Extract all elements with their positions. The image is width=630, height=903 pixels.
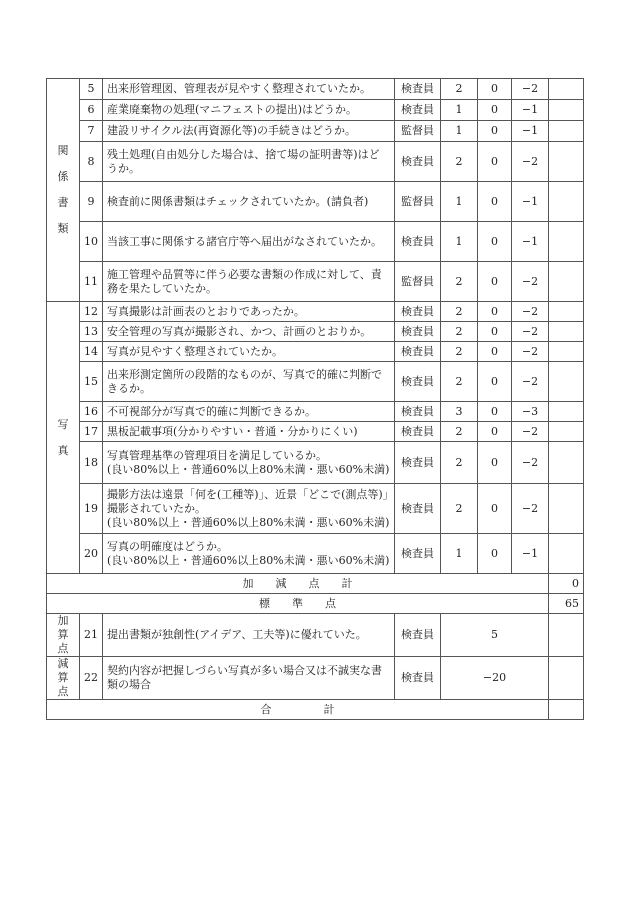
item-number: 14 bbox=[80, 342, 103, 362]
table-row bbox=[47, 100, 584, 121]
item-number: 15 bbox=[80, 362, 103, 402]
score-bad: −1 bbox=[512, 182, 549, 222]
label-char: 点 bbox=[308, 576, 320, 590]
subtotal-value: 0 bbox=[549, 574, 584, 594]
score-entry-cell[interactable] bbox=[549, 182, 584, 222]
score-entry-cell[interactable] bbox=[549, 534, 584, 574]
table-row bbox=[47, 402, 584, 422]
item-description: 写真が見やすく整理されていたか。 bbox=[103, 342, 395, 362]
item-number: 17 bbox=[80, 422, 103, 442]
score-entry-cell[interactable] bbox=[549, 142, 584, 182]
subtotal-label bbox=[47, 574, 549, 594]
item-number: 20 bbox=[80, 534, 103, 574]
score-good: 2 bbox=[441, 262, 478, 302]
item-description: 建設リサイクル法(再資源化等)の手続きはどうか。 bbox=[103, 121, 395, 142]
standard-label bbox=[47, 594, 549, 614]
score-good: 2 bbox=[441, 422, 478, 442]
table-row bbox=[47, 79, 584, 100]
score-good: 1 bbox=[441, 182, 478, 222]
item-description: 写真管理基準の管理項目を満足しているか。 (良い80%以上・普通60%以上80%未満・悪い60%未満) bbox=[103, 442, 395, 484]
table-row bbox=[47, 262, 584, 302]
table-row bbox=[47, 362, 584, 402]
item-number: 21 bbox=[80, 614, 103, 657]
score-bad: −1 bbox=[512, 100, 549, 121]
score-bad: −2 bbox=[512, 322, 549, 342]
item-description: 検査前に関係書類はチェックされていたか。(請負者) bbox=[103, 182, 395, 222]
score-bad: −2 bbox=[512, 342, 549, 362]
score-bad: −2 bbox=[512, 302, 549, 322]
evaluator-role: 検査員 bbox=[395, 442, 441, 484]
score-entry-cell[interactable] bbox=[549, 121, 584, 142]
total-row bbox=[47, 700, 584, 720]
score-normal: 0 bbox=[478, 402, 512, 422]
score-entry-cell[interactable] bbox=[549, 79, 584, 100]
score-good: 1 bbox=[441, 534, 478, 574]
category-char: 書 bbox=[57, 196, 69, 209]
score-good: 2 bbox=[441, 442, 478, 484]
score-good: 2 bbox=[441, 302, 478, 322]
item-description: 写真撮影は計画表のとおりであったか。 bbox=[103, 302, 395, 322]
score-good: 2 bbox=[441, 342, 478, 362]
table-row bbox=[47, 442, 584, 484]
table-row bbox=[47, 322, 584, 342]
label-char: 点 bbox=[325, 596, 336, 610]
item-description: 当該工事に関係する諸官庁等へ届出がなされていたか。 bbox=[103, 222, 395, 262]
category-char: 関 bbox=[57, 144, 69, 157]
table-row bbox=[47, 182, 584, 222]
category-char: 真 bbox=[57, 443, 69, 457]
evaluator-role: 検査員 bbox=[395, 79, 441, 100]
score-normal: 0 bbox=[478, 182, 512, 222]
score-bad: −2 bbox=[512, 442, 549, 484]
item-description: 出来形管理図、管理表が見やすく整理されていたか。 bbox=[103, 79, 395, 100]
category-label bbox=[47, 302, 80, 574]
label-char: 加 bbox=[242, 576, 254, 590]
score-normal: 0 bbox=[478, 222, 512, 262]
score-entry-cell[interactable] bbox=[549, 614, 584, 657]
item-description: 写真の明確度はどうか。 (良い80%以上・普通60%以上80%未満・悪い60%未満) bbox=[103, 534, 395, 574]
label-char: 標 bbox=[259, 596, 270, 610]
table-row bbox=[47, 302, 584, 322]
table-row bbox=[47, 484, 584, 534]
label-char: 準 bbox=[292, 596, 303, 610]
total-label bbox=[47, 700, 549, 720]
category-char: 類 bbox=[57, 222, 69, 235]
table-row bbox=[47, 534, 584, 574]
item-number: 16 bbox=[80, 402, 103, 422]
deduction-row bbox=[47, 657, 584, 700]
item-description: 撮影方法は遠景「何を(工種等)」、近景「どこで(測点等)」撮影されていたか。 (良い80%以上・普通60%以上80%未満・悪い60%未満) bbox=[103, 484, 395, 534]
bonus-category: 加 算 点 bbox=[47, 614, 80, 657]
evaluator-role: 検査員 bbox=[395, 614, 441, 657]
score-entry-cell[interactable] bbox=[549, 100, 584, 121]
score-normal: 0 bbox=[478, 100, 512, 121]
score-good: 1 bbox=[441, 100, 478, 121]
item-number: 7 bbox=[80, 121, 103, 142]
item-number: 19 bbox=[80, 484, 103, 534]
score-entry-cell[interactable] bbox=[549, 362, 584, 402]
score-normal: 0 bbox=[478, 442, 512, 484]
score-bad: −2 bbox=[512, 362, 549, 402]
score-entry-cell[interactable] bbox=[549, 484, 584, 534]
item-description: 契約内容が把握しづらい写真が多い場合又は不誠実な書類の場合 bbox=[103, 657, 395, 700]
standard-row bbox=[47, 594, 584, 614]
evaluator-role: 監督員 bbox=[395, 262, 441, 302]
label-char: 計 bbox=[323, 702, 335, 716]
item-number: 13 bbox=[80, 322, 103, 342]
score-bad: −2 bbox=[512, 79, 549, 100]
score-entry-cell[interactable] bbox=[549, 657, 584, 700]
item-description: 不可視部分が写真で的確に判断できるか。 bbox=[103, 402, 395, 422]
evaluator-role: 検査員 bbox=[395, 302, 441, 322]
table-row bbox=[47, 422, 584, 442]
score-entry-cell[interactable] bbox=[549, 322, 584, 342]
item-number: 11 bbox=[80, 262, 103, 302]
item-number: 9 bbox=[80, 182, 103, 222]
category-char: 係 bbox=[57, 170, 69, 183]
evaluator-role: 検査員 bbox=[395, 342, 441, 362]
item-description: 出来形測定箇所の段階的なものが、写真で的確に判断できるか。 bbox=[103, 362, 395, 402]
score-entry-cell[interactable] bbox=[549, 442, 584, 484]
table-row bbox=[47, 222, 584, 262]
label-char: 合 bbox=[260, 702, 272, 716]
score-bad: −1 bbox=[512, 222, 549, 262]
item-description: 産業廃棄物の処理(マニフェストの提出)はどうか。 bbox=[103, 100, 395, 121]
score-good: 2 bbox=[441, 484, 478, 534]
score-normal: 0 bbox=[478, 142, 512, 182]
item-description: 黒板記載事項(分かりやすい・普通・分かりにくい) bbox=[103, 422, 395, 442]
score-normal: 0 bbox=[478, 79, 512, 100]
score-normal: 0 bbox=[478, 342, 512, 362]
table-row bbox=[47, 142, 584, 182]
item-number: 18 bbox=[80, 442, 103, 484]
score-bad: −2 bbox=[512, 142, 549, 182]
label-char: 計 bbox=[341, 576, 353, 590]
score-good: 3 bbox=[441, 402, 478, 422]
evaluator-role: 検査員 bbox=[395, 142, 441, 182]
score-entry-cell[interactable] bbox=[549, 262, 584, 302]
deduction-category: 減 算 点 bbox=[47, 657, 80, 700]
evaluator-role: 検査員 bbox=[395, 362, 441, 402]
evaluation-table bbox=[46, 78, 584, 720]
evaluator-role: 検査員 bbox=[395, 222, 441, 262]
score-normal: 0 bbox=[478, 302, 512, 322]
bonus-points: 5 bbox=[441, 614, 549, 657]
score-normal: 0 bbox=[478, 422, 512, 442]
evaluator-role: 監督員 bbox=[395, 121, 441, 142]
evaluator-role: 検査員 bbox=[395, 422, 441, 442]
item-number: 5 bbox=[80, 79, 103, 100]
item-description: 残土処理(自由処分した場合は、捨て場の証明書等)はどうか。 bbox=[103, 142, 395, 182]
subtotal-row bbox=[47, 574, 584, 594]
score-entry-cell[interactable] bbox=[549, 342, 584, 362]
evaluator-role: 検査員 bbox=[395, 484, 441, 534]
item-number: 22 bbox=[80, 657, 103, 700]
score-normal: 0 bbox=[478, 534, 512, 574]
item-number: 10 bbox=[80, 222, 103, 262]
deduction-points: −20 bbox=[441, 657, 549, 700]
score-entry-cell[interactable] bbox=[549, 422, 584, 442]
item-description: 提出書類が独創性(アイデア、工夫等)に優れていた。 bbox=[103, 614, 395, 657]
bonus-row bbox=[47, 614, 584, 657]
score-entry-cell[interactable] bbox=[549, 402, 584, 422]
score-good: 2 bbox=[441, 79, 478, 100]
score-bad: −2 bbox=[512, 262, 549, 302]
table-row bbox=[47, 121, 584, 142]
evaluator-role: 検査員 bbox=[395, 534, 441, 574]
evaluator-role: 監督員 bbox=[395, 182, 441, 222]
item-number: 12 bbox=[80, 302, 103, 322]
score-entry-cell[interactable] bbox=[549, 222, 584, 262]
evaluator-role: 検査員 bbox=[395, 100, 441, 121]
category-char: 写 bbox=[57, 417, 69, 431]
score-good: 2 bbox=[441, 142, 478, 182]
score-entry-cell[interactable] bbox=[549, 302, 584, 322]
score-normal: 0 bbox=[478, 121, 512, 142]
standard-value: 65 bbox=[549, 594, 584, 614]
score-bad: −1 bbox=[512, 121, 549, 142]
score-good: 2 bbox=[441, 322, 478, 342]
score-normal: 0 bbox=[478, 262, 512, 302]
evaluator-role: 検査員 bbox=[395, 402, 441, 422]
score-normal: 0 bbox=[478, 362, 512, 402]
table-row bbox=[47, 342, 584, 362]
item-number: 8 bbox=[80, 142, 103, 182]
score-normal: 0 bbox=[478, 322, 512, 342]
score-normal: 0 bbox=[478, 484, 512, 534]
item-description: 施工管理や品質等に伴う必要な書類の作成に対して、責務を果たしていたか。 bbox=[103, 262, 395, 302]
total-value-cell[interactable] bbox=[549, 700, 584, 720]
score-bad: −2 bbox=[512, 422, 549, 442]
score-bad: −3 bbox=[512, 402, 549, 422]
score-good: 2 bbox=[441, 362, 478, 402]
category-label bbox=[47, 79, 80, 302]
item-description: 安全管理の写真が撮影され、かつ、計画のとおりか。 bbox=[103, 322, 395, 342]
evaluator-role: 検査員 bbox=[395, 657, 441, 700]
score-good: 1 bbox=[441, 222, 478, 262]
score-bad: −1 bbox=[512, 534, 549, 574]
label-char: 減 bbox=[275, 576, 287, 590]
evaluator-role: 検査員 bbox=[395, 322, 441, 342]
item-number: 6 bbox=[80, 100, 103, 121]
score-bad: −2 bbox=[512, 484, 549, 534]
score-good: 1 bbox=[441, 121, 478, 142]
